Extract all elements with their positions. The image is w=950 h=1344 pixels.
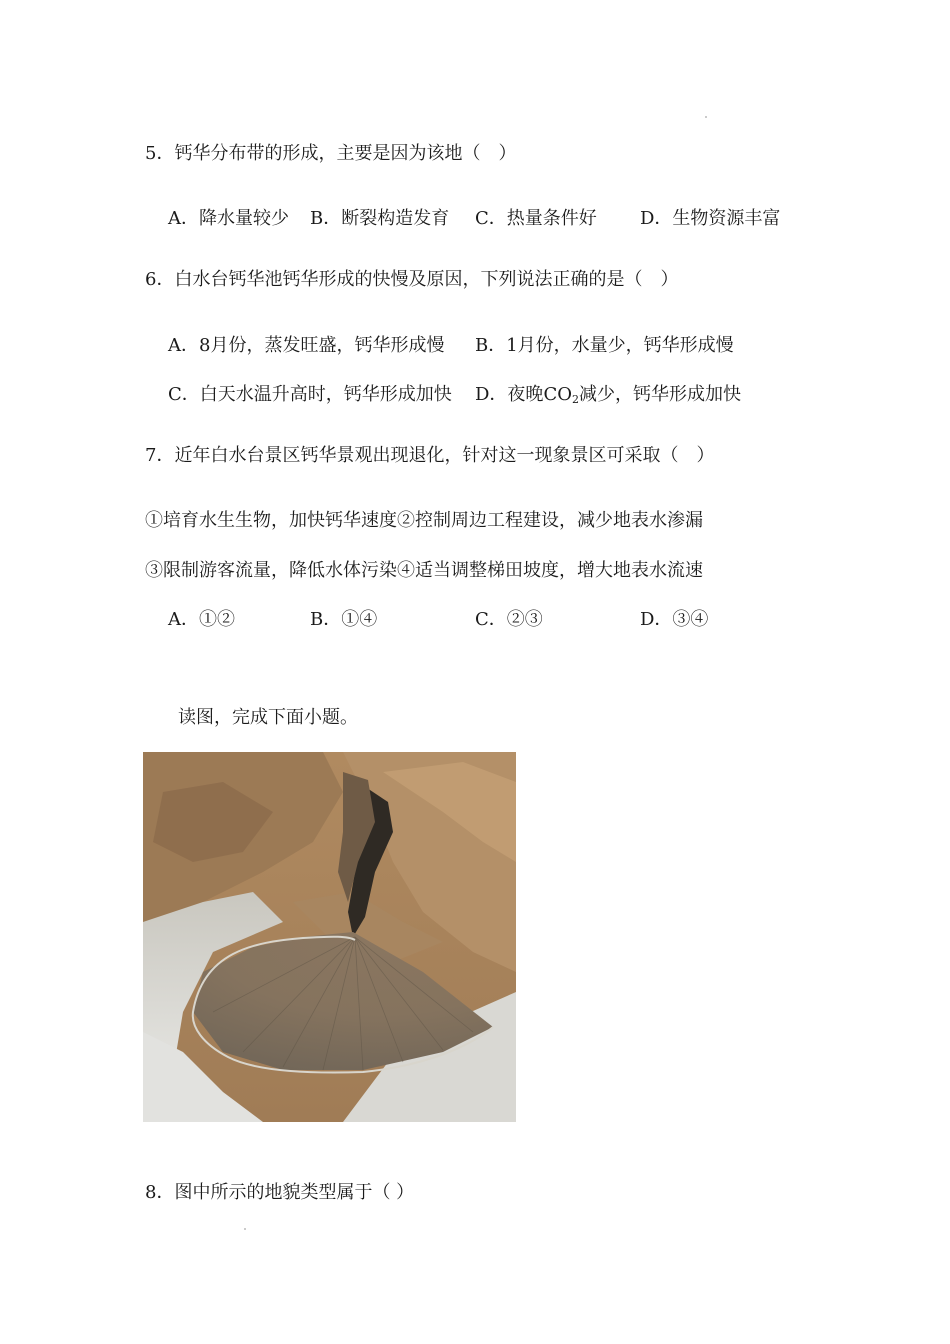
q7-option-c: C．②③ [475,609,543,630]
q6-stem: 6．白水台钙华池钙华形成的快慢及原因，下列说法正确的是（ ） [145,269,679,290]
q7-item-line-2: ③限制游客流量，降低水体污染④适当调整梯田坡度，增大地表水流速 [145,560,703,581]
q6-option-d-formula: CO [543,384,572,405]
stray-mark [244,1228,246,1230]
q7-item-line-1: ①培育水生生物，加快钙华速度②控制周边工程建设，减少地表水渗漏 [145,510,703,531]
q6-option-d-prefix: D．夜晚 [475,384,544,405]
alluvial-fan-photo [143,752,516,1122]
q6-option-d [475,383,741,412]
q6-option-d-subscript: 2 [571,393,579,406]
q5-option-b: B．断裂构造发育 [310,208,450,229]
q7-stem: 7．近年白水台景区钙华景观出现退化，针对这一现象景区可采取（ ） [145,445,715,466]
q7-option-d: D．③④ [640,609,709,630]
stray-mark [705,116,707,118]
q6-option-b: B．1月份，水量少，钙华形成慢 [475,335,734,356]
q5-option-c: C．热量条件好 [475,208,597,229]
q6-option-d-rest: 减少，钙华形成加快 [578,384,741,405]
q5-option-a: A．降水量较少 [168,208,289,229]
q5-option-d: D．生物资源丰富 [640,208,781,229]
q5-stem: 5．钙华分布带的形成，主要是因为该地（ ） [145,143,517,164]
q7-option-b: B．①④ [310,609,378,630]
q6-option-a: A．8月份，蒸发旺盛，钙华形成慢 [168,335,445,356]
q6-option-c: C．白天水温升高时，钙华形成加快 [168,384,452,405]
q7-option-a: A．①② [168,609,235,630]
figure-intro: 读图，完成下面小题。 [178,707,358,728]
q8-stem: 8．图中所示的地貌类型属于（ ） [145,1182,415,1203]
